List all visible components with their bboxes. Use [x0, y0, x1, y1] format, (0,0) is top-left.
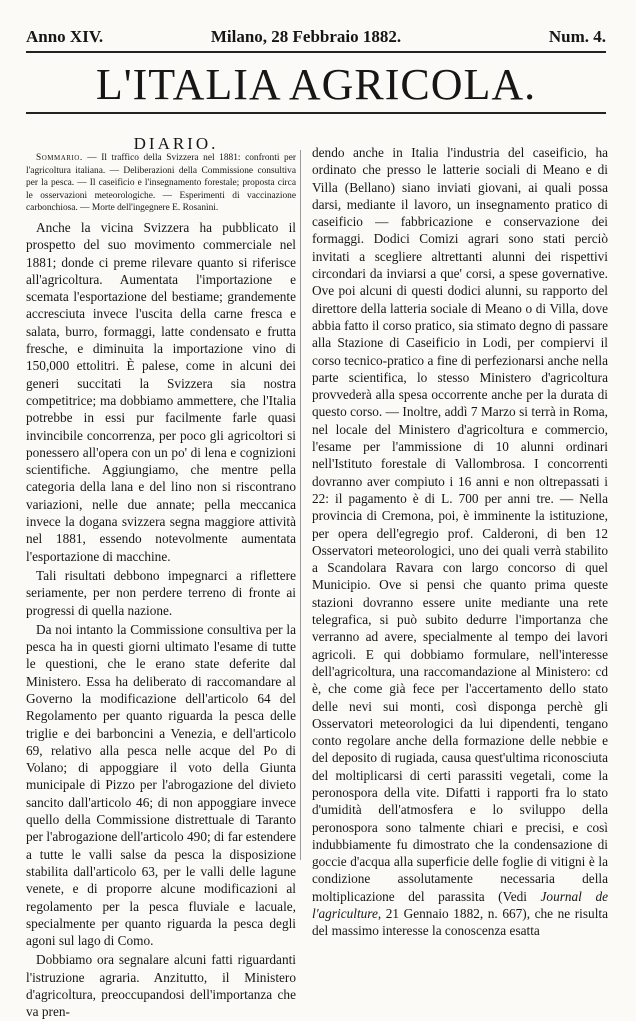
- issue-number: Num. 4.: [548, 27, 606, 46]
- section-title: DIARIO.: [133, 134, 219, 153]
- summary-text: — Il traffico della Svizzera nel 1881: confronti per l'agricoltura italiana. — Deliberazioni della Commissione consultiva per la pesca. — Il caseificio e l'insegnamento forestale; proposta circa le osservazioni meteorologiche. — Esperimenti di vaccinazione carbonchiosa. — Morte dell'ingegnere E. Rosanìni.: [26, 153, 296, 214]
- paragraph-caseificio: [312, 144, 608, 940]
- masthead: [26, 27, 606, 49]
- summary: [26, 152, 296, 215]
- paragraph-istruzione: Dobbiamo ora segnalare alcuni fatti riguardanti l'istruzione agraria. Anzitutto, il Ministero d'agricoltura, preoccupandosi dell'importanza che va pren-: [26, 952, 296, 1020]
- masthead-rule: [26, 51, 606, 53]
- title-rule: [26, 112, 606, 114]
- left-column: [26, 152, 296, 1021]
- caseificio-tail: , 21 Gennaio 1882, n. 667), che ne risulta del massimo interesse la conoscenza esatta: [312, 906, 608, 939]
- right-column: [312, 144, 608, 940]
- dateline: Milano, 28 Febbraio 1882.: [210, 27, 402, 46]
- newspaper-title: L'ITALIA AGRICOLA.: [95, 60, 537, 109]
- paragraph-risultati: Tali risultati debbono impegnarci a riflettere seriamente, per non perdere terreno di fronte ai progressi di quella nazione.: [26, 567, 296, 618]
- paragraph-pesca: Da noi intanto la Commissione consultiva per la pesca ha in questi giorni ultimato l'esame di tutte le questioni, che le erano state deferite dal Ministero. Essa ha deliberato di raccomandare al Governo la modificazione dell'articolo 64 del Regolamento per quanto riguarda la pesca delle triglie e dei barboncini a Venezia, e dell'articolo 69, relativo alla pesca nelle acque del Po di Volano; di appoggiare il voto della Giunta municipale di Pizzo per l'abrogazione del divieto sancito dall'articolo 46; di non appoggiare invece quello della Commissione distrettuale di Taranto per l'abrogazione dell'articolo 490; di far estendere a tutte le valli salse da pesca la disposizione stabilita dall'articolo 63, per le valli delle lagune venete, e di proporre alcune modificazioni al regolamento per la pesca fluviale e lacuale, specialmente per quanto riguarda la pesca degli agoni sul lago di Como.: [26, 621, 296, 949]
- column-divider: [300, 150, 301, 860]
- paragraph-svizzera: Anche la vicina Svizzera ha pubblicato il prospetto del suo movimento commerciale nel 1881; donde ci preme rilevare quanto si riferisce all'agricoltura. Aumentata l'importazione e scemata l'esportazione del bestiame; grandemente accresciuta invece l'uscita della carne fresca e salata, burro, formaggi, latte condensato e frutta fresche, e diminuita la importazione vino di 150,000 ettolitri. È palese, come in alcuni dei generi succitati la Svizzera sia nostra competitrice; ma dobbiamo ammettere, che l'Italia potrebbe in essi pur facilmente farle quasi invincibile concorrenza, per poco gli agricoltori si ponessero all'opera con un po' di lena e cognizioni scientifiche. Aggiungiamo, che mentre pella categoria della lana e del lino non si riscontrano variazioni, nelle due annate; pella meccanica invece la dogana svizzera segna maggiore attività nel 1881, essendo notevolmente aumentata l'esportazione di macchine.: [26, 219, 296, 564]
- journal-citation: Journal de l'agriculture: [312, 888, 608, 922]
- caseificio-text: dendo anche in Italia l'industria del caseificio, ha ordinato che presso le latterie sociali di Meano e di Villa (Bellano) siano inviati giovani, ai quali possa darsi, mediante il lavoro, un insegnamento pratico di caseificio — fabbricazione e conservazione dei formaggi. Dodici Comizi agrari sono stati perciò invitati a scegliere altrettanti alunni dei rispettivi circondari da inviarsi a que' corsi, a spese governative. Ove poi alcuni di questi dodici alunni, su rapporto del direttore della latteria sociale di Meano o di Villa, dove abbia fatto il corso pratico, sia stimato degno di passare alla Stazione di Caseificio in Lodi, per compiervi il corso tecnico-pratico a fine di perfezionarsi anche nella parte scientifica, lo stesso Ministero d'agricoltura provvederà alla spesa occorrente anche per la durata di questo corso. — Inoltre, addì 7 Marzo si terrà in Roma, nel locale del Ministero d'agricoltura e commercio, l'esame per l'ammissione di 10 alunni ordinari nell'Istituto forestale di Vallombrosa. I concorrenti dovranno aver compiuto i 16 anni e non oltrepassati i 22: il pagamento è di L. 700 per anni tre. — Nella provincia di Cremona, poi, è imminente la istituzione, per opera dell'egregio prof. Calderoni, di ben 12 Osservatori meteorologici, uno dei quali verrà stabilito a Scandolara Ravara con largo concorso di quel Municipio. Ove si pensi che quanto prima queste stazioni dovranno essere unite mediante una rete telegrafica, si può subito dedurre l'importanza che verranno ad avere, specialmente al tempo dei lavori agricoli. E qui dobbiamo formulare, nell'interesse dell'agricoltura, una raccomandazione al Ministero: cd è, che come già fece per l'accertamento dello stato delle nevi sui monti, così disponga perchè gli Osservatori meteorologici da lui dipendenti, tengano conto regolare anche della formazione delle nebbie e del deposito di rugiada, causa quest'ultima riconosciuta del moltiplicarsi di certi parassiti vegetali, come la peronospora della vite. Difatti i rapporti fra lo stato d'umidità dell'atmosfera e lo sviluppo della peronospora sono talmente chiari e precisi, e così indubbiamente fu dimostrato che la condensazione di goccie d'acqua alla superficie delle foglie di vitigni è la condizione assolutamente necessaria della moltiplicazione del parassita (Vedi: [312, 145, 608, 904]
- summary-label: Sommario.: [36, 153, 83, 163]
- volume-label: Anno XIV.: [26, 27, 104, 46]
